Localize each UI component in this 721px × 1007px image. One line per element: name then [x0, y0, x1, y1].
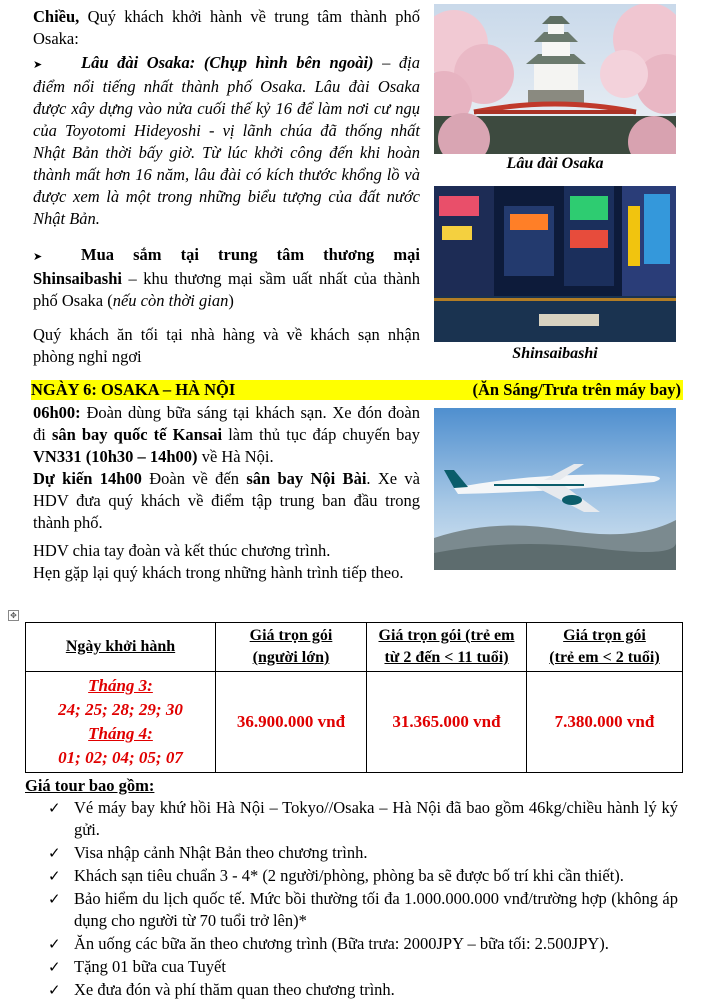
checkmark-icon: ✓ [48, 958, 61, 976]
arrow-bullet-icon: ➤ [33, 59, 43, 71]
header-departure-date: Ngày khởi hành [26, 623, 216, 672]
header-child-price: Giá trọn gói (trẻ em từ 2 đến < 11 tuổi) [367, 623, 527, 672]
day6-header [31, 380, 683, 400]
departure-dates-cell [26, 672, 216, 773]
checkmark-icon: ✓ [48, 890, 61, 908]
adult-price-cell: 36.900.000 vnđ [216, 672, 367, 773]
month-march: Tháng 3: [88, 676, 153, 695]
checkmark-icon: ✓ [48, 935, 61, 953]
list-item: ✓ Bảo hiểm du lịch quốc tế. Mức bồi thường tối đa 1.000.000.000 vnđ/trường hợp (không áp dụng cho người từ 70 tuổi trở lên)* [48, 889, 678, 930]
checkmark-icon: ✓ [48, 799, 61, 817]
list-item: ✓ Visa nhập cảnh Nhật Bản theo chương trình. [48, 843, 368, 862]
checkmark-icon: ✓ [48, 981, 61, 999]
list-item: ✓ Tặng 01 bữa cua Tuyết [48, 957, 226, 976]
caption-castle: Lâu đài Osaka [506, 155, 604, 172]
day6-paragraph-2: Dự kiến 14h00 Đoàn về đến sân bay Nội Bài. Xe và HDV đưa quý khách về điểm tập trung ban đầu trong thành phố. [33, 469, 420, 532]
day6-paragraph-3: HDV chia tay đoàn và kết thúc chương trình. [33, 541, 331, 560]
shinsaibashi-photo [434, 186, 676, 342]
caption-shinsaibashi: Shinsaibashi [512, 345, 598, 362]
osaka-castle-photo [434, 4, 676, 154]
list-item: ✓ Vé máy bay khứ hồi Hà Nội – Tokyo//Osaka – Hà Nội đã bao gồm 46kg/chiều hành lý ký gửi. [48, 798, 678, 839]
dates-march: 24; 25; 28; 29; 30 [58, 700, 183, 719]
includes-list [48, 797, 678, 1002]
dates-april: 01; 02; 04; 05; 07 [58, 748, 183, 767]
shopping-paragraph: ➤ Mua sắm tại trung tâm thương mại Shinsaibashi – khu thương mại sầm uất nhất của thành phố Osaka (nếu còn thời gian) [33, 245, 420, 310]
month-april: Tháng 4: [88, 724, 153, 743]
price-table [25, 622, 683, 773]
day6-paragraph-1: 06h00: Đoàn dùng bữa sáng tại khách sạn. Xe đón đoàn đi sân bay quốc tế Kansai làm thủ tục đáp chuyến bay VN331 (10h30 – 14h00) về Hà Nội. [33, 403, 420, 466]
airplane-photo [434, 408, 676, 570]
price-table-header-row [26, 623, 683, 672]
checkmark-icon: ✓ [48, 867, 61, 885]
list-item: ✓ Ăn uống các bữa ăn theo chương trình (Bữa trưa: 2000JPY – bữa tối: 2.500JPY). [48, 934, 609, 953]
list-item: ✓ Xe đưa đón và phí thăm quan theo chương trình. [48, 980, 395, 999]
list-item: ✓ Khách sạn tiêu chuẩn 3 - 4* (2 người/phòng, phòng ba sẽ được bố trí khi cần thiết). [48, 866, 624, 885]
child-price-cell: 31.365.000 vnđ [367, 672, 527, 773]
afternoon-intro: Chiều, Quý khách khởi hành về trung tâm thành phố Osaka: [33, 7, 420, 48]
table-move-handle-icon[interactable]: ✥ [8, 610, 19, 621]
day6-title: NGÀY 6: OSAKA – HÀ NỘI [31, 380, 236, 399]
day6-meals: (Ăn Sáng/Trưa trên máy bay) [472, 380, 681, 399]
arrow-bullet-icon: ➤ [33, 251, 43, 263]
header-infant-price: Giá trọn gói (trẻ em < 2 tuổi) [527, 623, 683, 672]
castle-paragraph: ➤ Lâu đài Osaka: (Chụp hình bên ngoài) – địa điểm nổi tiếng nhất thành phố Osaka. Lâu đài Osaka được xây dựng vào nửa cuối thế kỷ 16 để làm nơi cư ngụ của Toyotomi Hideyoshi - vị lãnh chúa đã thống nhất Nhật Bản thời bấy giờ. Từ lúc khởi công đến khi hoàn thành mất hơn 16 năm, lâu đài có kích thước khổng lồ và được xem là một trong những biểu tượng của đất nước Nhật Bản. [33, 53, 420, 228]
includes-title: Giá tour bao gồm: [25, 776, 155, 795]
header-adult-price: Giá trọn gói (người lớn) [216, 623, 367, 672]
dinner-paragraph: Quý khách ăn tối tại nhà hàng và về khách sạn nhận phòng nghỉ ngơi [33, 325, 420, 366]
infant-price-cell: 7.380.000 vnđ [527, 672, 683, 773]
checkmark-icon: ✓ [48, 844, 61, 862]
table-row [26, 672, 683, 773]
day6-paragraph-4: Hẹn gặp lại quý khách trong những hành trình tiếp theo. [33, 563, 404, 582]
